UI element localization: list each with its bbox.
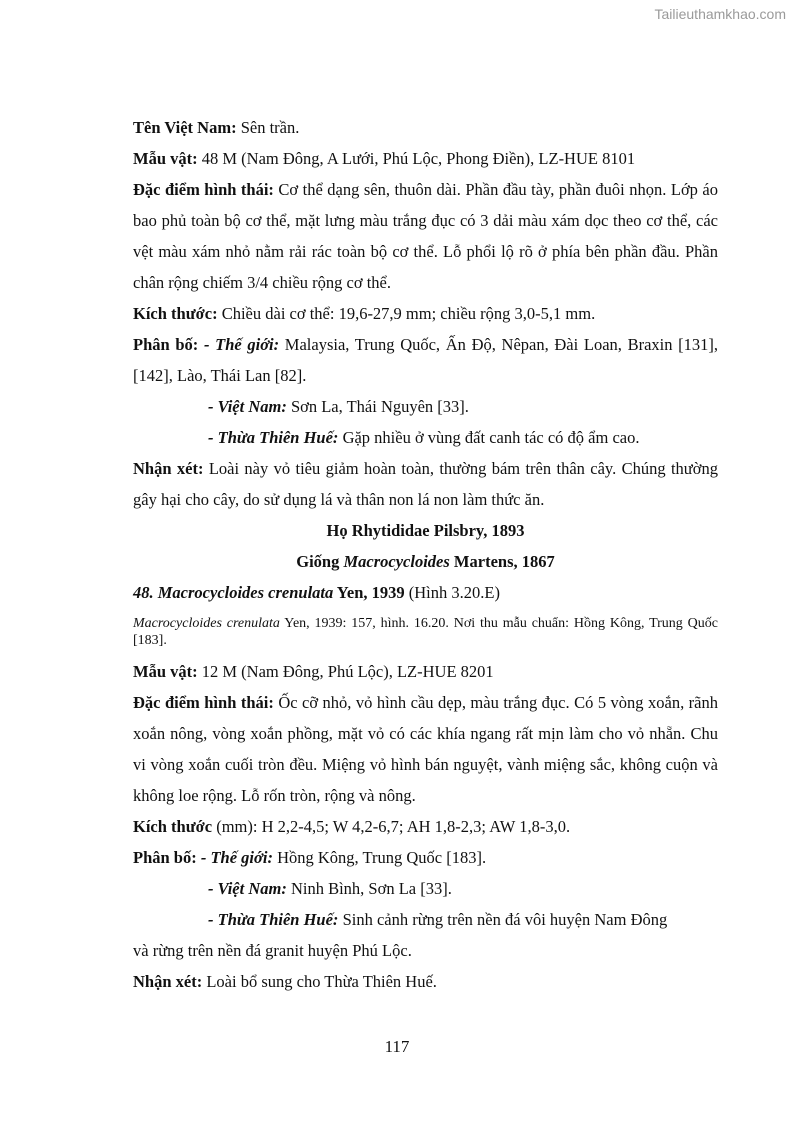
distribution-tth-2 <box>133 904 718 935</box>
sublabel: - Thừa Thiên Huế: <box>208 428 339 447</box>
distribution-vietnam-2 <box>133 873 718 904</box>
value: Chiều dài cơ thể: 19,6-27,9 mm; chiều rộng 3,0-5,1 mm. <box>217 304 596 323</box>
label: Phân bố: <box>133 335 199 354</box>
remarks-paragraph <box>133 453 718 515</box>
value: Sên trần. <box>236 118 300 137</box>
watermark: Tailieuthamkhao.com <box>654 6 786 22</box>
sublabel: - Thừa Thiên Huế: <box>208 910 339 929</box>
value: Malaysia, Trung Quốc, Ấn Độ, Nêpan, Đài Loan, Braxin [131], [142], Lào, Thái Lan [82]. <box>133 335 719 385</box>
morphology-paragraph-2 <box>133 687 718 811</box>
distribution-tth <box>133 422 718 453</box>
citation-name: Macrocycloides crenulata <box>133 616 280 631</box>
value: và rừng trên nền đá granit huyện Phú Lộc. <box>133 941 412 960</box>
sublabel: - Thế giới: <box>198 335 280 354</box>
label: Phân bố: <box>133 848 197 867</box>
label: Nhận xét: <box>133 459 204 478</box>
value: (mm): H 2,2-4,5; W 4,2-6,7; AH 1,8-2,3; AW 1,8-3,0. <box>212 817 571 836</box>
vietnamese-name-line <box>133 112 718 143</box>
species-author: Yen, 1939 <box>333 583 405 602</box>
genus-heading <box>133 546 718 577</box>
distribution-world <box>133 329 718 391</box>
value: Ốc cỡ nhỏ, vỏ hình cầu dẹp, màu trắng đục. Có 5 vòng xoắn, rãnh xoắn nông, vòng xoắn phồng, mặt vỏ có các khía ngang rất mịn làm cho vỏ nhẵn. Chu vi vòng xoắn cuối tròn đều. Miệng vỏ hình bán nguyệt, vành miệng sắc, không cuộn và không loe rộng. Lỗ rốn tròn, rộng và nông. <box>133 693 718 805</box>
genus-name: Macrocycloides <box>343 552 450 571</box>
distribution-world-2 <box>133 842 718 873</box>
species-heading <box>133 577 718 608</box>
value: 48 M (Nam Đông, A Lưới, Phú Lộc, Phong Điền), LZ-HUE 8101 <box>197 149 636 168</box>
label: Mẫu vật: <box>133 662 198 681</box>
species-name: 48. Macrocycloides crenulata <box>133 583 334 602</box>
value: Cơ thể dạng sên, thuôn dài. Phần đầu tày, phần đuôi nhọn. Lớp áo bao phủ toàn bộ cơ thể, mặt lưng màu trắng đục có 3 dải màu xám dọc theo cơ thể, các vệt màu xám nhỏ nằm rải rác toàn bộ cơ thể. Lỗ phổi lộ rõ ở phía bên phần đầu. Phần chân rộng chiếm 3/4 chiều rộng cơ thể. <box>133 180 718 292</box>
label: Nhận xét: <box>133 972 203 991</box>
sublabel: - Việt Nam: <box>208 879 287 898</box>
size-line <box>133 298 718 329</box>
genus-prefix: Giống <box>296 552 344 571</box>
label: Đặc điểm hình thái: <box>133 693 274 712</box>
page-body <box>133 112 718 997</box>
value: Loài bổ sung cho Thừa Thiên Huế. <box>202 972 437 991</box>
family-heading: Họ Rhytididae Pilsbry, 1893 <box>326 521 525 540</box>
value: Sinh cảnh rừng trên nền đá vôi huyện Nam Đông <box>338 910 668 929</box>
value: Hồng Kông, Trung Quốc [183]. <box>272 848 487 867</box>
genus-suffix: Martens, 1867 <box>449 552 555 571</box>
value: 12 M (Nam Đông, Phú Lộc), LZ-HUE 8201 <box>197 662 494 681</box>
distribution-tth-2-cont <box>133 935 718 966</box>
page-number: 117 <box>384 1037 410 1056</box>
size-line-2 <box>133 811 718 842</box>
specimen-line <box>133 143 718 174</box>
label: Tên Việt Nam: <box>133 118 237 137</box>
figure-ref: (Hình 3.20.E) <box>404 583 500 602</box>
value: Ninh Bình, Sơn La [33]. <box>286 879 452 898</box>
value: Loài này vỏ tiêu giảm hoàn toàn, thường bám trên thân cây. Chúng thường gây hại cho cây, do sử dụng lá và thân non lá non làm thức ăn. <box>133 459 718 509</box>
sublabel: - Thế giới: <box>196 848 273 867</box>
morphology-paragraph <box>133 174 718 298</box>
citation <box>133 615 718 649</box>
label: Đặc điểm hình thái: <box>133 180 274 199</box>
sublabel: - Việt Nam: <box>208 397 287 416</box>
label: Kích thước: <box>133 304 218 323</box>
label: Mẫu vật: <box>133 149 198 168</box>
distribution-vietnam <box>133 391 718 422</box>
remarks-line-2 <box>133 966 718 997</box>
specimen-line-2 <box>133 656 718 687</box>
label: Kích thước <box>133 817 213 836</box>
value: Sơn La, Thái Nguyên [33]. <box>286 397 469 416</box>
citation-text: Yen, 1939: 157, hình. 16.20. Nơi thu mẫu chuẩn: Hồng Kông, Trung Quốc [183]. <box>133 616 718 648</box>
value: Gặp nhiều ở vùng đất canh tác có độ ẩm cao. <box>338 428 640 447</box>
